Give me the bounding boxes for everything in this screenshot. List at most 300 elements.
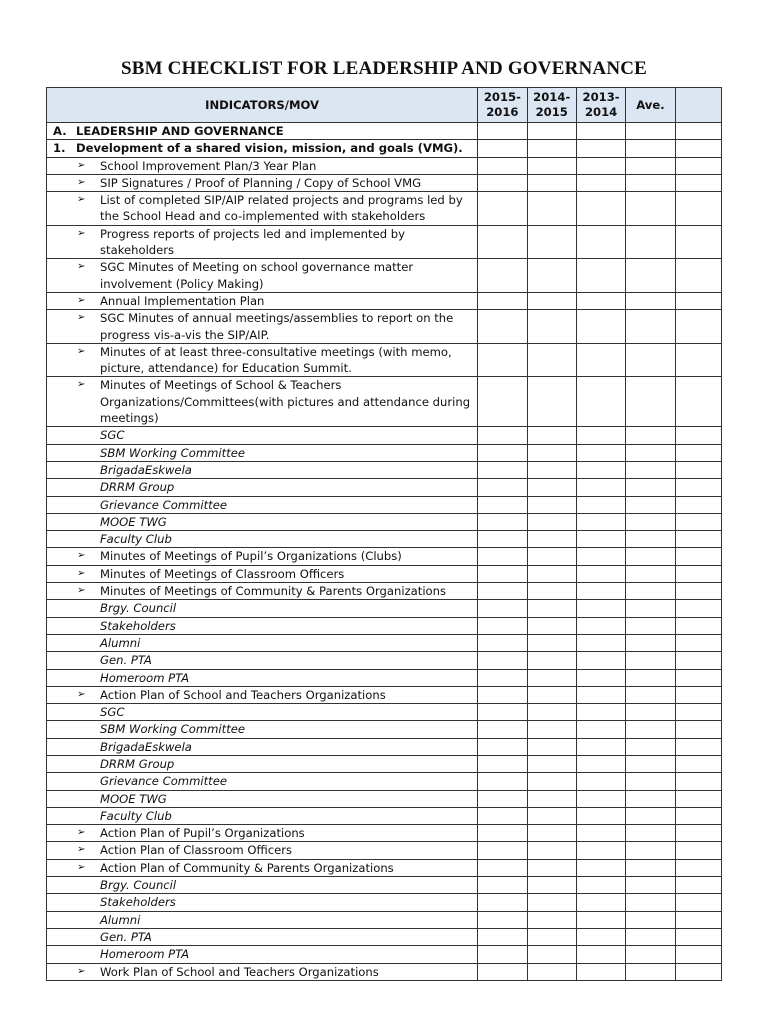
rating-2014-2015-cell[interactable] xyxy=(527,634,576,651)
rating-blank-cell[interactable] xyxy=(675,548,721,565)
indicator-text: Faculty Club xyxy=(100,808,172,823)
rating-2013-2014-cell[interactable] xyxy=(576,583,625,600)
rating-2015-2016-cell[interactable] xyxy=(478,140,527,157)
table-row xyxy=(47,738,722,755)
rating-2013-2014-cell[interactable] xyxy=(576,600,625,617)
rating-2013-2014-cell[interactable] xyxy=(576,513,625,530)
rating-average-cell[interactable] xyxy=(626,652,675,669)
rating-2015-2016-cell[interactable] xyxy=(478,565,527,582)
rating-2014-2015-cell[interactable] xyxy=(527,773,576,790)
table-row xyxy=(47,444,722,461)
rating-2015-2016-cell[interactable] xyxy=(478,825,527,842)
rating-2014-2015-cell[interactable] xyxy=(527,738,576,755)
rating-2015-2016-cell[interactable] xyxy=(478,461,527,478)
rating-blank-cell[interactable] xyxy=(675,686,721,703)
table-row xyxy=(47,479,722,496)
rating-2013-2014-cell[interactable] xyxy=(576,825,625,842)
rating-2013-2014-cell[interactable] xyxy=(576,842,625,859)
rating-2015-2016-cell[interactable] xyxy=(478,669,527,686)
rating-blank-cell[interactable] xyxy=(675,911,721,928)
rating-blank-cell[interactable] xyxy=(675,583,721,600)
indicator-cell xyxy=(47,427,478,444)
rating-blank-cell[interactable] xyxy=(675,652,721,669)
rating-2013-2014-cell[interactable] xyxy=(576,686,625,703)
indicator-cell xyxy=(47,877,478,894)
indicator-cell xyxy=(47,565,478,582)
rating-blank-cell[interactable] xyxy=(675,157,721,174)
rating-2013-2014-cell[interactable] xyxy=(576,479,625,496)
rating-2014-2015-cell[interactable] xyxy=(527,259,576,293)
rating-average-cell[interactable] xyxy=(626,444,675,461)
rating-2013-2014-cell[interactable] xyxy=(576,548,625,565)
rating-2014-2015-cell[interactable] xyxy=(527,157,576,174)
rating-blank-cell[interactable] xyxy=(675,343,721,377)
indicator-cell xyxy=(47,842,478,859)
indicator-cell xyxy=(47,928,478,945)
table-row xyxy=(47,565,722,582)
rating-2014-2015-cell[interactable] xyxy=(527,479,576,496)
rating-2014-2015-cell[interactable] xyxy=(527,174,576,191)
rating-blank-cell[interactable] xyxy=(675,479,721,496)
rating-2015-2016-cell[interactable] xyxy=(478,704,527,721)
rating-2014-2015-cell[interactable] xyxy=(527,444,576,461)
rating-2015-2016-cell[interactable] xyxy=(478,531,527,548)
rating-2013-2014-cell[interactable] xyxy=(576,617,625,634)
indicator-text: Gen. PTA xyxy=(100,653,152,668)
rating-blank-cell[interactable] xyxy=(675,790,721,807)
rating-average-cell[interactable] xyxy=(626,531,675,548)
header-row xyxy=(47,88,722,123)
table-row xyxy=(47,617,722,634)
rating-blank-cell[interactable] xyxy=(675,807,721,824)
indicator-cell xyxy=(47,738,478,755)
indicator-cell xyxy=(47,773,478,790)
arrow-bullet-icon: ➢ xyxy=(77,261,86,273)
rating-average-cell[interactable] xyxy=(626,565,675,582)
rating-2015-2016-cell[interactable] xyxy=(478,192,527,226)
table-row xyxy=(47,192,722,226)
arrow-bullet-icon: ➢ xyxy=(77,550,86,562)
rating-average-cell[interactable] xyxy=(626,427,675,444)
rating-blank-cell[interactable] xyxy=(675,669,721,686)
indicator-text: Action Plan of Classroom Officers xyxy=(100,843,293,858)
rating-2015-2016-cell[interactable] xyxy=(478,548,527,565)
rating-2014-2015-cell[interactable] xyxy=(527,859,576,876)
rating-2014-2015-cell[interactable] xyxy=(527,310,576,344)
rating-2015-2016-cell[interactable] xyxy=(478,859,527,876)
rating-2015-2016-cell[interactable] xyxy=(478,894,527,911)
rating-blank-cell[interactable] xyxy=(675,721,721,738)
rating-2015-2016-cell[interactable] xyxy=(478,496,527,513)
rating-2013-2014-cell[interactable] xyxy=(576,790,625,807)
rating-blank-cell[interactable] xyxy=(675,842,721,859)
indicator-text: List of completed SIP/AIP related projects and programs led by the School Head and co-implemented with stakeholders xyxy=(100,193,463,224)
rating-blank-cell[interactable] xyxy=(675,600,721,617)
rating-average-cell[interactable] xyxy=(626,157,675,174)
rating-average-cell[interactable] xyxy=(626,513,675,530)
indicator-cell xyxy=(47,825,478,842)
rating-average-cell[interactable] xyxy=(626,343,675,377)
table-row xyxy=(47,825,722,842)
table-row xyxy=(47,513,722,530)
table-row xyxy=(47,292,722,309)
rating-2015-2016-cell[interactable] xyxy=(478,157,527,174)
rating-2013-2014-cell[interactable] xyxy=(576,928,625,945)
rating-2015-2016-cell[interactable] xyxy=(478,877,527,894)
rating-2014-2015-cell[interactable] xyxy=(527,292,576,309)
rating-average-cell[interactable] xyxy=(626,686,675,703)
rating-2013-2014-cell[interactable] xyxy=(576,259,625,293)
arrow-bullet-icon: ➢ xyxy=(77,688,86,700)
indicator-cell xyxy=(47,859,478,876)
rating-2015-2016-cell[interactable] xyxy=(478,755,527,772)
rating-2014-2015-cell[interactable] xyxy=(527,496,576,513)
indicator-text: Action Plan of Community & Parents Organizations xyxy=(100,860,394,875)
rating-blank-cell[interactable] xyxy=(675,192,721,226)
indicator-cell xyxy=(47,531,478,548)
rating-2013-2014-cell[interactable] xyxy=(576,634,625,651)
rating-2014-2015-cell[interactable] xyxy=(527,600,576,617)
rating-2014-2015-cell[interactable] xyxy=(527,225,576,259)
rating-2015-2016-cell[interactable] xyxy=(478,427,527,444)
rating-average-cell[interactable] xyxy=(626,963,675,980)
indicator-cell xyxy=(47,174,478,191)
rating-blank-cell[interactable] xyxy=(675,259,721,293)
rating-average-cell[interactable] xyxy=(626,946,675,963)
rating-2015-2016-cell[interactable] xyxy=(478,721,527,738)
rating-average-cell[interactable] xyxy=(626,479,675,496)
rating-average-cell[interactable] xyxy=(626,192,675,226)
table-row xyxy=(47,427,722,444)
rating-average-cell[interactable] xyxy=(626,310,675,344)
rating-average-cell[interactable] xyxy=(626,790,675,807)
rating-2015-2016-cell[interactable] xyxy=(478,946,527,963)
rating-2014-2015-cell[interactable] xyxy=(527,721,576,738)
rating-2014-2015-cell[interactable] xyxy=(527,565,576,582)
rating-2013-2014-cell[interactable] xyxy=(576,292,625,309)
rating-2013-2014-cell[interactable] xyxy=(576,877,625,894)
rating-average-cell[interactable] xyxy=(626,461,675,478)
table-row xyxy=(47,259,722,293)
rating-average-cell[interactable] xyxy=(626,738,675,755)
rating-2013-2014-cell[interactable] xyxy=(576,140,625,157)
rating-average-cell[interactable] xyxy=(626,634,675,651)
rating-blank-cell[interactable] xyxy=(675,310,721,344)
rating-2015-2016-cell[interactable] xyxy=(478,600,527,617)
rating-2014-2015-cell[interactable] xyxy=(527,461,576,478)
rating-blank-cell[interactable] xyxy=(675,877,721,894)
arrow-bullet-icon: ➢ xyxy=(77,965,86,977)
rating-average-cell[interactable] xyxy=(626,755,675,772)
rating-blank-cell[interactable] xyxy=(675,617,721,634)
rating-2014-2015-cell[interactable] xyxy=(527,617,576,634)
rating-2014-2015-cell[interactable] xyxy=(527,807,576,824)
rating-2015-2016-cell[interactable] xyxy=(478,773,527,790)
rating-2015-2016-cell[interactable] xyxy=(478,377,527,427)
rating-2015-2016-cell[interactable] xyxy=(478,686,527,703)
rating-blank-cell[interactable] xyxy=(675,859,721,876)
rating-average-cell[interactable] xyxy=(626,123,675,140)
item-number: A. xyxy=(53,124,67,138)
indicator-line xyxy=(47,140,477,156)
rating-average-cell[interactable] xyxy=(626,583,675,600)
rating-blank-cell[interactable] xyxy=(675,225,721,259)
rating-2014-2015-cell[interactable] xyxy=(527,140,576,157)
indicator-text: MOOE TWG xyxy=(100,791,167,806)
rating-2014-2015-cell[interactable] xyxy=(527,842,576,859)
rating-average-cell[interactable] xyxy=(626,807,675,824)
rating-2014-2015-cell[interactable] xyxy=(527,427,576,444)
rating-blank-cell[interactable] xyxy=(675,738,721,755)
rating-blank-cell[interactable] xyxy=(675,444,721,461)
rating-2014-2015-cell[interactable] xyxy=(527,963,576,980)
table-row xyxy=(47,531,722,548)
rating-blank-cell[interactable] xyxy=(675,513,721,530)
rating-average-cell[interactable] xyxy=(626,721,675,738)
indicator-cell xyxy=(47,600,478,617)
rating-2013-2014-cell[interactable] xyxy=(576,807,625,824)
indicator-cell xyxy=(47,548,478,565)
rating-average-cell[interactable] xyxy=(626,842,675,859)
indicator-text: SGC xyxy=(100,705,125,720)
rating-2013-2014-cell[interactable] xyxy=(576,531,625,548)
rating-2015-2016-cell[interactable] xyxy=(478,617,527,634)
rating-blank-cell[interactable] xyxy=(675,461,721,478)
checklist-table xyxy=(46,87,722,981)
table-row xyxy=(47,859,722,876)
rating-blank-cell[interactable] xyxy=(675,496,721,513)
rating-2013-2014-cell[interactable] xyxy=(576,157,625,174)
rating-blank-cell[interactable] xyxy=(675,292,721,309)
rating-average-cell[interactable] xyxy=(626,292,675,309)
rating-2013-2014-cell[interactable] xyxy=(576,461,625,478)
rating-average-cell[interactable] xyxy=(626,704,675,721)
rating-2015-2016-cell[interactable] xyxy=(478,123,527,140)
rating-average-cell[interactable] xyxy=(626,617,675,634)
table-row xyxy=(47,310,722,344)
rating-2014-2015-cell[interactable] xyxy=(527,911,576,928)
rating-blank-cell[interactable] xyxy=(675,773,721,790)
rating-blank-cell[interactable] xyxy=(675,946,721,963)
rating-2015-2016-cell[interactable] xyxy=(478,583,527,600)
rating-2014-2015-cell[interactable] xyxy=(527,669,576,686)
rating-2013-2014-cell[interactable] xyxy=(576,704,625,721)
rating-2014-2015-cell[interactable] xyxy=(527,877,576,894)
rating-2013-2014-cell[interactable] xyxy=(576,444,625,461)
rating-average-cell[interactable] xyxy=(626,928,675,945)
rating-2013-2014-cell[interactable] xyxy=(576,310,625,344)
rating-2013-2014-cell[interactable] xyxy=(576,859,625,876)
rating-blank-cell[interactable] xyxy=(675,377,721,427)
table-row xyxy=(47,686,722,703)
indicator-text: Alumni xyxy=(100,635,141,650)
rating-blank-cell[interactable] xyxy=(675,755,721,772)
rating-blank-cell[interactable] xyxy=(675,140,721,157)
rating-average-cell[interactable] xyxy=(626,859,675,876)
rating-2013-2014-cell[interactable] xyxy=(576,123,625,140)
rating-2013-2014-cell[interactable] xyxy=(576,377,625,427)
rating-2014-2015-cell[interactable] xyxy=(527,946,576,963)
rating-2013-2014-cell[interactable] xyxy=(576,496,625,513)
rating-2015-2016-cell[interactable] xyxy=(478,292,527,309)
header-blank xyxy=(675,88,721,123)
rating-2013-2014-cell[interactable] xyxy=(576,192,625,226)
rating-2015-2016-cell[interactable] xyxy=(478,444,527,461)
rating-blank-cell[interactable] xyxy=(675,174,721,191)
table-row xyxy=(47,911,722,928)
rating-2013-2014-cell[interactable] xyxy=(576,427,625,444)
indicator-cell xyxy=(47,192,478,226)
rating-2014-2015-cell[interactable] xyxy=(527,583,576,600)
arrow-bullet-icon: ➢ xyxy=(77,227,86,239)
indicator-cell xyxy=(47,807,478,824)
table-row xyxy=(47,877,722,894)
rating-2013-2014-cell[interactable] xyxy=(576,755,625,772)
rating-2015-2016-cell[interactable] xyxy=(478,634,527,651)
rating-2015-2016-cell[interactable] xyxy=(478,513,527,530)
rating-2013-2014-cell[interactable] xyxy=(576,963,625,980)
rating-blank-cell[interactable] xyxy=(675,427,721,444)
rating-2013-2014-cell[interactable] xyxy=(576,911,625,928)
table-row xyxy=(47,377,722,427)
rating-2013-2014-cell[interactable] xyxy=(576,738,625,755)
table-row xyxy=(47,496,722,513)
indicator-cell xyxy=(47,894,478,911)
rating-average-cell[interactable] xyxy=(626,174,675,191)
rating-2014-2015-cell[interactable] xyxy=(527,531,576,548)
header-average: Ave. xyxy=(626,88,675,123)
arrow-bullet-icon: ➢ xyxy=(77,844,86,856)
rating-2015-2016-cell[interactable] xyxy=(478,174,527,191)
rating-2014-2015-cell[interactable] xyxy=(527,928,576,945)
indicator-text: DRRM Group xyxy=(100,756,175,771)
rating-2014-2015-cell[interactable] xyxy=(527,123,576,140)
rating-2015-2016-cell[interactable] xyxy=(478,652,527,669)
rating-2013-2014-cell[interactable] xyxy=(576,174,625,191)
arrow-bullet-icon: ➢ xyxy=(77,861,86,873)
rating-average-cell[interactable] xyxy=(626,140,675,157)
rating-blank-cell[interactable] xyxy=(675,928,721,945)
rating-2014-2015-cell[interactable] xyxy=(527,894,576,911)
rating-2014-2015-cell[interactable] xyxy=(527,192,576,226)
rating-2013-2014-cell[interactable] xyxy=(576,343,625,377)
checklist-body xyxy=(47,123,722,981)
indicator-cell xyxy=(47,652,478,669)
rating-2015-2016-cell[interactable] xyxy=(478,225,527,259)
indicator-text: Action Plan of School and Teachers Organizations xyxy=(100,687,386,702)
rating-2014-2015-cell[interactable] xyxy=(527,825,576,842)
rating-2014-2015-cell[interactable] xyxy=(527,548,576,565)
table-row xyxy=(47,842,722,859)
rating-blank-cell[interactable] xyxy=(675,634,721,651)
table-row xyxy=(47,773,722,790)
indicator-cell xyxy=(47,225,478,259)
table-row xyxy=(47,755,722,772)
table-row xyxy=(47,548,722,565)
header-year-2013-2014: 2013-2014 xyxy=(576,88,625,123)
rating-2015-2016-cell[interactable] xyxy=(478,928,527,945)
rating-2015-2016-cell[interactable] xyxy=(478,738,527,755)
rating-2013-2014-cell[interactable] xyxy=(576,894,625,911)
rating-average-cell[interactable] xyxy=(626,825,675,842)
indicator-text: Grievance Committee xyxy=(100,497,227,512)
indicator-cell xyxy=(47,686,478,703)
rating-2015-2016-cell[interactable] xyxy=(478,911,527,928)
indicator-cell xyxy=(47,634,478,651)
table-row xyxy=(47,807,722,824)
rating-2014-2015-cell[interactable] xyxy=(527,513,576,530)
rating-2015-2016-cell[interactable] xyxy=(478,310,527,344)
rating-average-cell[interactable] xyxy=(626,259,675,293)
indicator-text: Minutes of Meetings of Pupil’s Organizations (Clubs) xyxy=(100,549,402,564)
rating-2015-2016-cell[interactable] xyxy=(478,790,527,807)
table-row xyxy=(47,157,722,174)
indicator-cell xyxy=(47,946,478,963)
indicator-text: DRRM Group xyxy=(100,480,175,495)
rating-2014-2015-cell[interactable] xyxy=(527,652,576,669)
rating-average-cell[interactable] xyxy=(626,377,675,427)
indicator-cell xyxy=(47,461,478,478)
rating-average-cell[interactable] xyxy=(626,225,675,259)
rating-average-cell[interactable] xyxy=(626,496,675,513)
rating-blank-cell[interactable] xyxy=(675,531,721,548)
rating-2015-2016-cell[interactable] xyxy=(478,479,527,496)
indicator-text: SGC Minutes of Meeting on school governance matter involvement (Policy Making) xyxy=(100,260,414,291)
rating-2013-2014-cell[interactable] xyxy=(576,652,625,669)
rating-2015-2016-cell[interactable] xyxy=(478,963,527,980)
rating-2014-2015-cell[interactable] xyxy=(527,686,576,703)
rating-2014-2015-cell[interactable] xyxy=(527,790,576,807)
rating-blank-cell[interactable] xyxy=(675,704,721,721)
rating-2014-2015-cell[interactable] xyxy=(527,377,576,427)
rating-2013-2014-cell[interactable] xyxy=(576,773,625,790)
table-row xyxy=(47,790,722,807)
rating-average-cell[interactable] xyxy=(626,773,675,790)
arrow-bullet-icon: ➢ xyxy=(77,176,86,188)
rating-2015-2016-cell[interactable] xyxy=(478,807,527,824)
rating-2013-2014-cell[interactable] xyxy=(576,565,625,582)
rating-2013-2014-cell[interactable] xyxy=(576,669,625,686)
indicator-text: Brgy. Council xyxy=(100,601,177,616)
rating-2015-2016-cell[interactable] xyxy=(478,842,527,859)
rating-average-cell[interactable] xyxy=(626,600,675,617)
rating-average-cell[interactable] xyxy=(626,669,675,686)
rating-2014-2015-cell[interactable] xyxy=(527,755,576,772)
indicator-text: Minutes of Meetings of Classroom Officers xyxy=(100,566,345,581)
table-row xyxy=(47,461,722,478)
rating-average-cell[interactable] xyxy=(626,877,675,894)
rating-2015-2016-cell[interactable] xyxy=(478,343,527,377)
rating-blank-cell[interactable] xyxy=(675,825,721,842)
rating-2014-2015-cell[interactable] xyxy=(527,704,576,721)
rating-2014-2015-cell[interactable] xyxy=(527,343,576,377)
indicator-text: SGC xyxy=(100,428,125,443)
indicator-text: Grievance Committee xyxy=(100,774,227,789)
rating-2013-2014-cell[interactable] xyxy=(576,946,625,963)
table-row xyxy=(47,928,722,945)
rating-average-cell[interactable] xyxy=(626,894,675,911)
rating-blank-cell[interactable] xyxy=(675,123,721,140)
rating-2013-2014-cell[interactable] xyxy=(576,225,625,259)
rating-blank-cell[interactable] xyxy=(675,894,721,911)
rating-blank-cell[interactable] xyxy=(675,963,721,980)
rating-2015-2016-cell[interactable] xyxy=(478,259,527,293)
rating-2013-2014-cell[interactable] xyxy=(576,721,625,738)
table-row xyxy=(47,894,722,911)
rating-blank-cell[interactable] xyxy=(675,565,721,582)
rating-average-cell[interactable] xyxy=(626,911,675,928)
rating-average-cell[interactable] xyxy=(626,548,675,565)
